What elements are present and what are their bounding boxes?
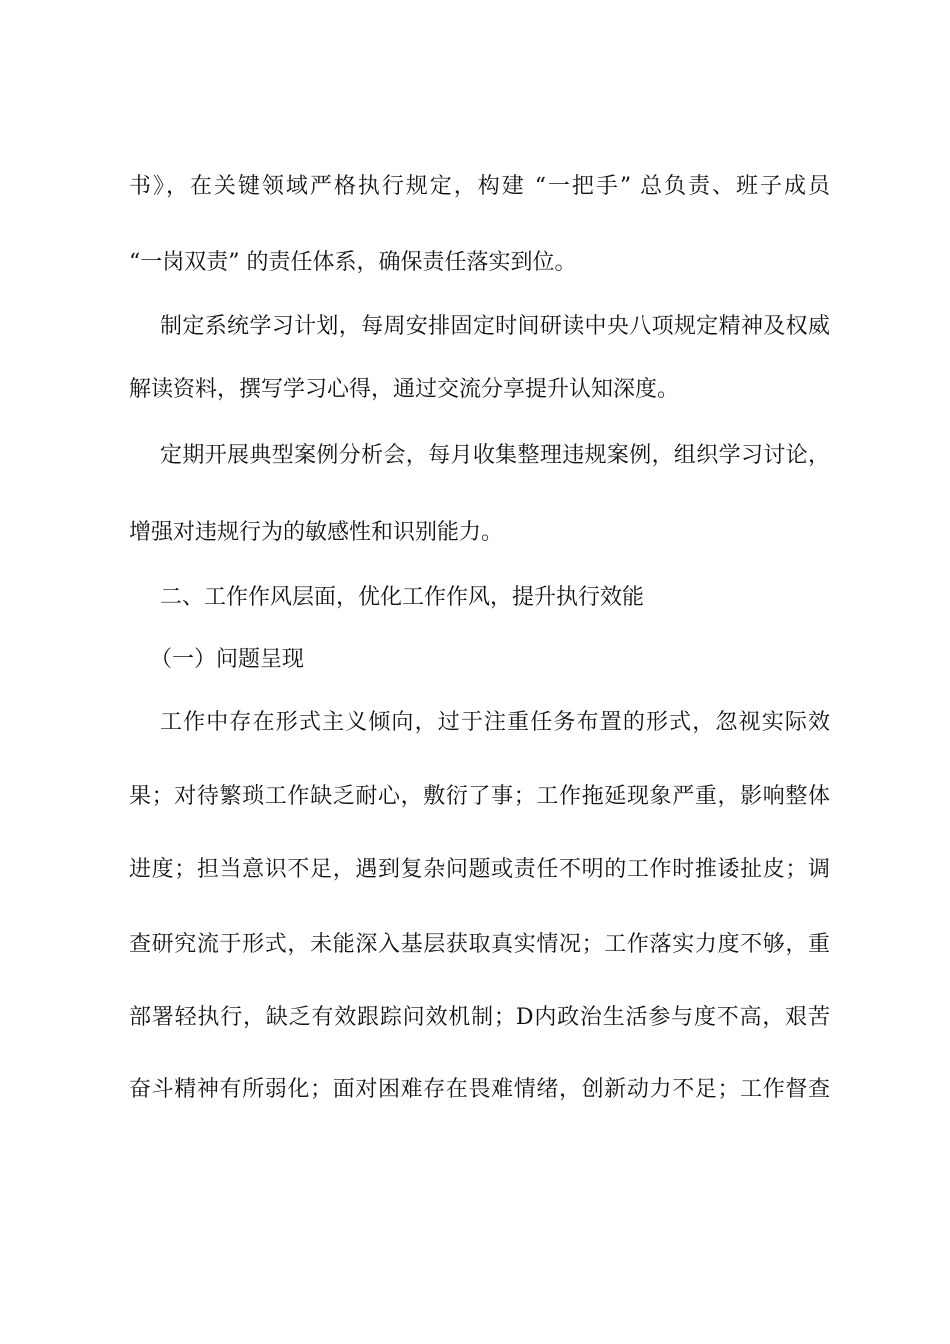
paragraph-line: 工作中存在形式主义倾向，过于注重任务布置的形式，忽视实际效 (160, 710, 830, 735)
subsection-heading: （一）问题呈现 (150, 647, 305, 672)
paragraph-line: 增强对违规行为的敏感性和识别能力。 (129, 520, 504, 545)
paragraph-line: 查研究流于形式，未能深入基层获取真实情况；工作落实力度不够，重 (129, 932, 830, 957)
paragraph-line: “一岗双责” 的责任体系，确保责任落实到位。 (129, 250, 577, 275)
paragraph-line: 奋斗精神有所弱化；面对困难存在畏难情绪，创新动力不足；工作督查 (129, 1077, 830, 1102)
paragraph-line: 果；对待繁琐工作缺乏耐心，敷衍了事；工作拖延现象严重，影响整体 (129, 784, 830, 809)
paragraph-line: 部署轻执行，缺乏有效跟踪问效机制；D内政治生活参与度不高，艰苦 (129, 1005, 830, 1030)
paragraph-line: 书》，在关键领域严格执行规定，构建 “一把手” 总负责、班子成员 (129, 174, 830, 199)
paragraph-line: 进度；担当意识不足，遇到复杂问题或责任不明的工作时推诿扯皮；调 (129, 857, 830, 882)
paragraph-line: 解读资料，撰写学习心得，通过交流分享提升认知深度。 (129, 377, 680, 402)
paragraph-line: 制定系统学习计划，每周安排固定时间研读中央八项规定精神及权威 (160, 314, 830, 339)
section-heading: 二、工作作风层面，优化工作作风，提升执行效能 (160, 585, 645, 610)
paragraph-line: 定期开展典型案例分析会，每月收集整理违规案例，组织学习讨论， (160, 443, 830, 468)
